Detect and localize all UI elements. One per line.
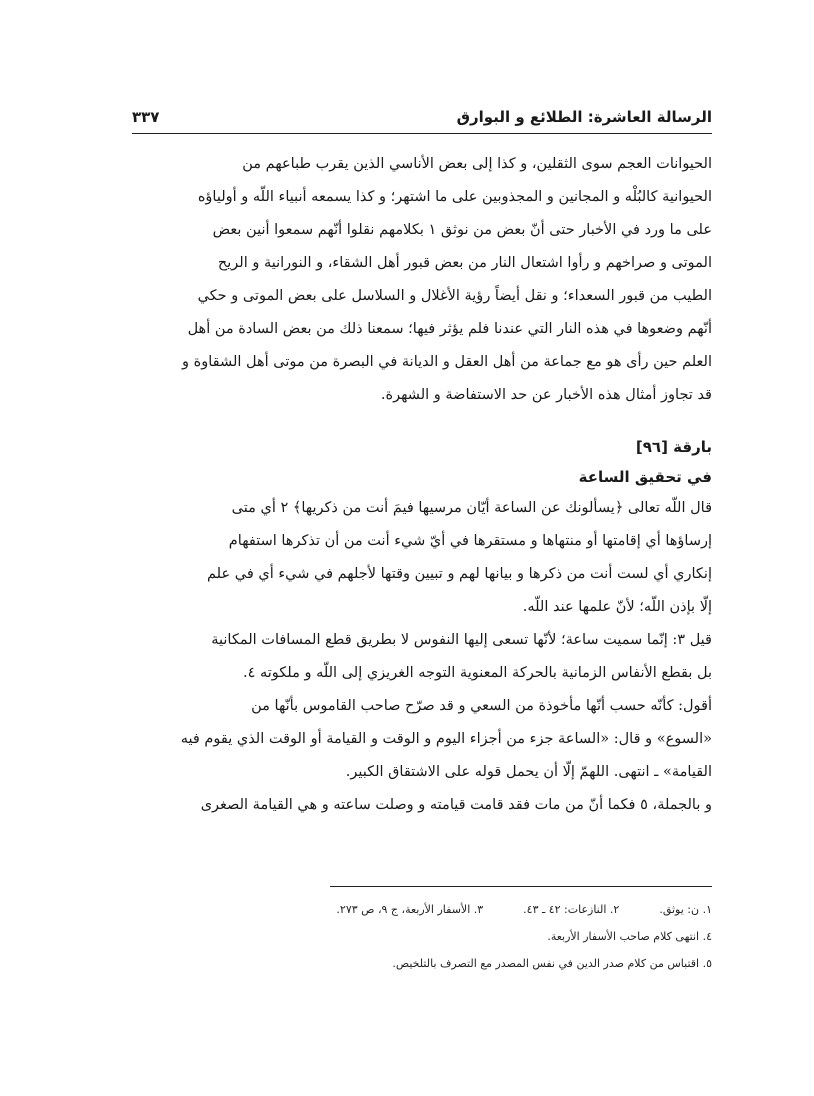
text-line: إرساؤها أي إقامتها أو منتهاها و مستقرها في أيّ شيء أنت من أن تذكرها استفهام xyxy=(228,533,712,549)
page-number: ٣٣٧ xyxy=(132,108,160,126)
footnote-5: ٥. اقتباس من كلام صدر الدين في نفس المصدر مع التصرف بالتلخيص. xyxy=(392,957,712,970)
text-line: الموتى و صراخهم و رأوا اشتعال النار من بعض قبور أهل الشقاء، و النورانية و الريح xyxy=(217,255,712,271)
footnote-2: ٢. النازعات: ٤٢ ـ ٤٣. xyxy=(523,903,620,916)
text-line: القيامة» ـ انتهى. اللهمّ إلّا أن يحمل قوله على الاشتقاق الكبير. xyxy=(345,764,712,780)
paragraph-1 xyxy=(132,148,712,412)
running-header xyxy=(132,102,712,132)
text-line: إنكاري أي لست أنت من ذكرها و بيانها لهم و تبيين وقتها لأجلهم في شيء أي في علم xyxy=(207,566,712,582)
text-line: قال اللّه تعالى ﴿يسألونك عن الساعة أيّان مرسيها فيمَ أنت من ذكريها﴾ ٢ أي متى xyxy=(231,500,712,516)
text-line: إلّا بإذن اللّه؛ لأنّ علمها عند اللّه. xyxy=(522,599,712,615)
paragraph-2 xyxy=(132,492,712,624)
text-line: قيل ٣: إنّما سميت ساعة؛ لأنّها تسعى إليها النفوس لا بطريق قطع المسافات المكانية xyxy=(211,632,712,648)
header-rule xyxy=(132,133,712,134)
footnote-row xyxy=(132,896,712,923)
paragraph-5 xyxy=(132,789,712,822)
text-line: قد تجاوز أمثال هذه الأخبار عن حد الاستفاضة و الشهرة. xyxy=(380,387,712,403)
text-line: على ما ورد في الأخبار حتى أنّ بعض من نوثق ١ بكلامهم نقلوا أنّهم سمعوا أنين بعض xyxy=(212,222,712,238)
footnote-3: ٣. الأسفار الأربعة، ج ٩، ص ٢٧٣. xyxy=(336,903,484,916)
text-line: و بالجملة، ٥ فكما أنّ من مات فقد قامت قيامته و وصلت ساعته و هي القيامة الصغرى xyxy=(200,797,712,813)
text-line: أقول: كأنّه حسب أنّها مأخوذة من السعي و قد صرّح صاحب القاموس بأنّها من xyxy=(251,698,712,714)
section-gap xyxy=(132,412,712,432)
section-subtitle: في تحقيق الساعة xyxy=(578,468,712,486)
footnote-rule xyxy=(330,886,712,887)
running-title: الرسالة العاشرة: الطلائع و البوارق xyxy=(456,108,712,126)
section-title: بارقة [٩٦] xyxy=(635,438,712,456)
text-line: العلم حين رأى هو مع جماعة من أهل العقل و الديانة في البصرة من موتى أهل الشقاوة و xyxy=(182,354,712,370)
footnotes xyxy=(132,896,712,977)
footnote-4: ٤. انتهى كلام صاحب الأسفار الأربعة. xyxy=(547,930,712,943)
text-line: الطيب من قبور السعداء؛ و نقل أيضاً رؤية الأغلال و السلاسل على بعض الموتى و حكي xyxy=(197,288,712,304)
text-line: أنّهم وضعوها في هذه النار التي عندنا فلم يؤثر فيها؛ سمعنا ذلك من بعض السادة من أهل xyxy=(187,321,712,337)
paragraph-3 xyxy=(132,624,712,690)
main-text xyxy=(132,148,712,822)
footnote-1: ١. ن: يوثق. xyxy=(659,903,712,916)
text-line: الحيوانات العجم سوى الثقلين، و كذا إلى بعض الأناسي الذين يقرب طباعهم من xyxy=(242,156,712,172)
text-line: بل بقطع الأنفاس الزمانية بالحركة المعنوية التوجه الغريزي إلى اللّه و ملكوته ٤. xyxy=(242,665,712,681)
paragraph-4 xyxy=(132,690,712,789)
text-line: «السوع» و قال: «الساعة جزء من أجزاء اليوم و الوقت و القيامة أو الوقت الذي يقوم فيه xyxy=(180,731,712,747)
text-line: الحيوانية كالبُلْه و المجانين و المجذوبين على ما اشتهر؛ و كذا يسمعه أنبياء اللّه و أولياؤه xyxy=(197,189,712,205)
